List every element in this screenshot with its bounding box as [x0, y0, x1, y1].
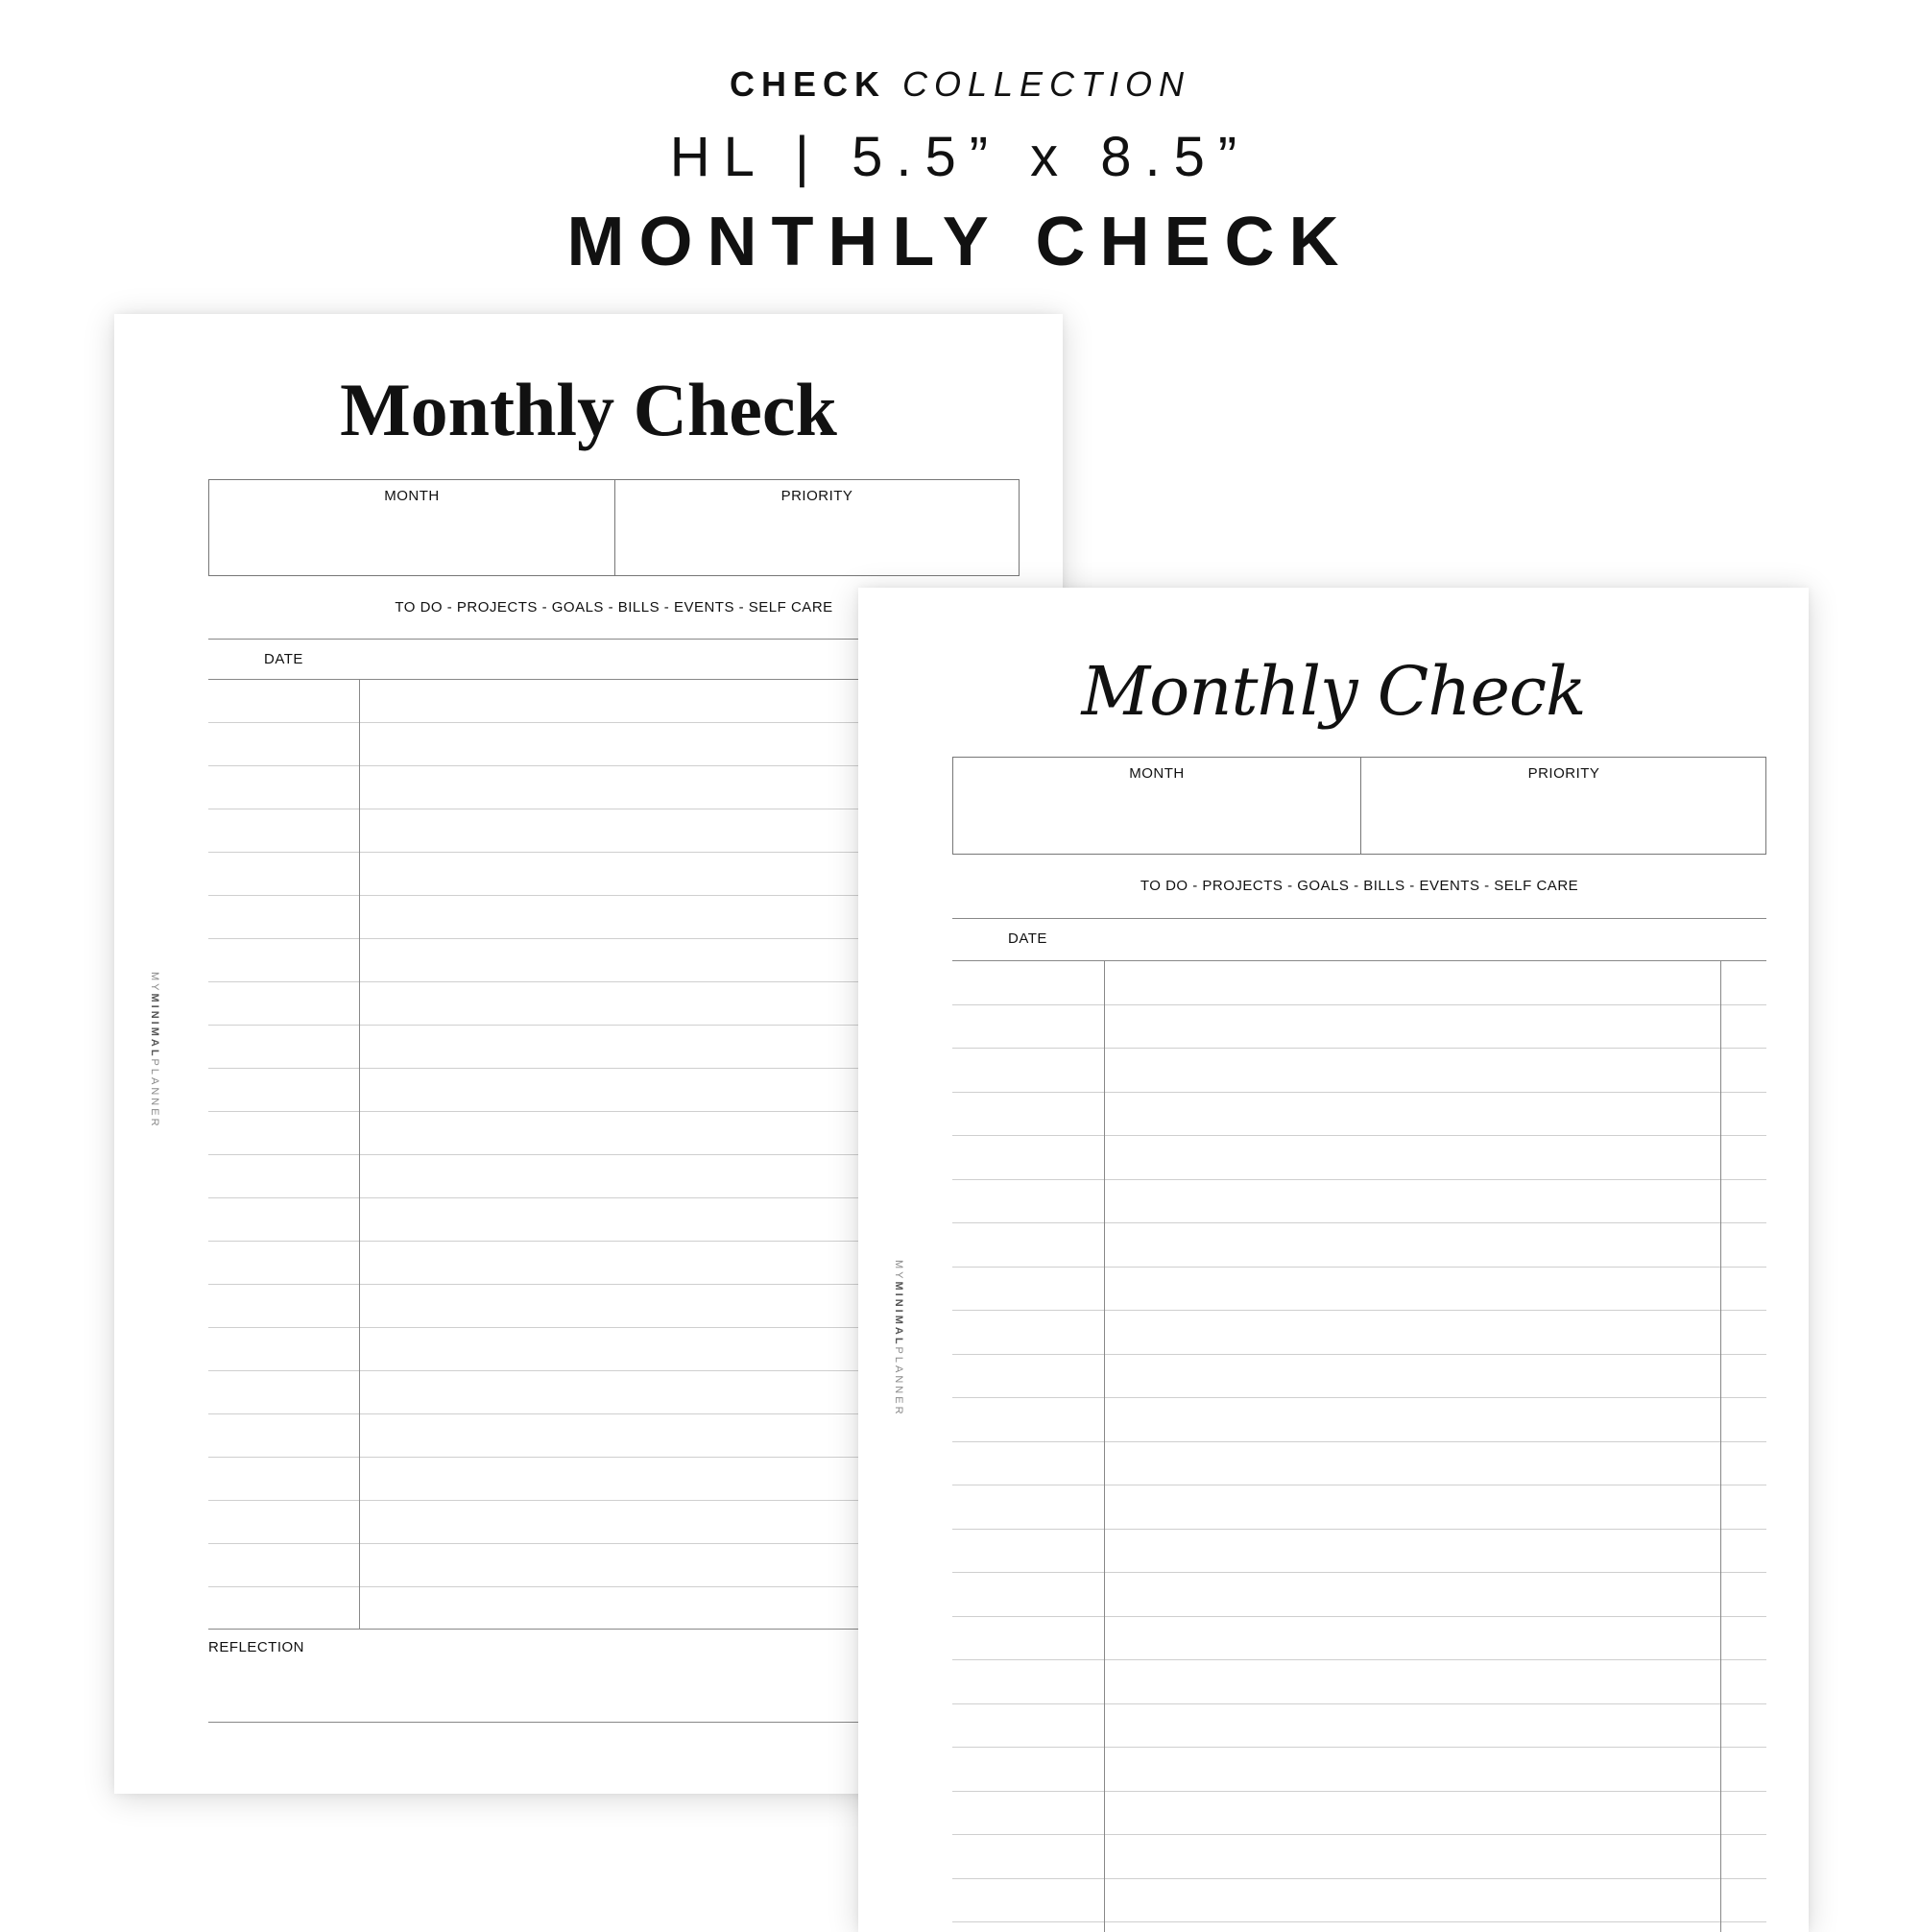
month-priority-box: [208, 479, 1020, 576]
entry-line: [952, 1659, 1766, 1660]
divider: [952, 918, 1766, 919]
entry-line: [952, 1354, 1766, 1355]
priority-label: PRIORITY: [780, 488, 853, 504]
page-title: Monthly Check: [1081, 652, 1586, 731]
entry-line: [952, 1267, 1766, 1268]
brand-mark: MYMINIMALPLANNER: [149, 972, 160, 1129]
entry-line: [952, 1222, 1766, 1223]
priority-label: PRIORITY: [1527, 765, 1600, 782]
entry-line: [952, 1834, 1766, 1835]
month-priority-box: [952, 757, 1766, 855]
entry-line: [952, 1572, 1766, 1573]
page-title: Monthly Check: [340, 368, 837, 451]
collection-word: COLLECTION: [901, 64, 1191, 104]
product-title: MONTHLY CHECK: [566, 204, 1354, 280]
entry-line: [952, 1878, 1766, 1879]
entry-line: [952, 1921, 1766, 1922]
date-label: DATE: [1008, 930, 1047, 947]
month-label: MONTH: [384, 488, 440, 504]
entry-line: [952, 1397, 1766, 1398]
date-column-divider: [359, 679, 360, 1629]
divider: [952, 960, 1766, 961]
date-label: DATE: [264, 651, 303, 667]
planner-page-script: [858, 588, 1809, 1932]
entry-line: [952, 1179, 1766, 1180]
entry-line: [952, 1310, 1766, 1311]
entry-line: [952, 1004, 1766, 1005]
entry-line: [952, 1747, 1766, 1748]
entry-line: [952, 1441, 1766, 1442]
entry-line: [952, 1616, 1766, 1617]
collection-name: CHECK: [729, 64, 886, 104]
entry-line: [952, 1048, 1766, 1049]
entry-line: [952, 1703, 1766, 1704]
category-list: TO DO - PROJECTS - GOALS - BILLS - EVENTS - SELF CARE: [395, 599, 833, 616]
collection-heading: [0, 61, 1920, 108]
size-heading: HL | 5.5” x 8.5”: [669, 126, 1251, 188]
entry-line: [952, 1092, 1766, 1093]
check-column-divider: [1720, 960, 1721, 1932]
category-list: TO DO - PROJECTS - GOALS - BILLS - EVENTS - SELF CARE: [1140, 878, 1579, 894]
brand-mark: MYMINIMALPLANNER: [893, 1260, 904, 1417]
reflection-label: REFLECTION: [208, 1639, 305, 1655]
month-label: MONTH: [1129, 765, 1185, 782]
entry-line: [952, 1529, 1766, 1530]
date-column-divider: [1104, 960, 1105, 1932]
entry-line: [952, 1791, 1766, 1792]
entry-line: [952, 1135, 1766, 1136]
